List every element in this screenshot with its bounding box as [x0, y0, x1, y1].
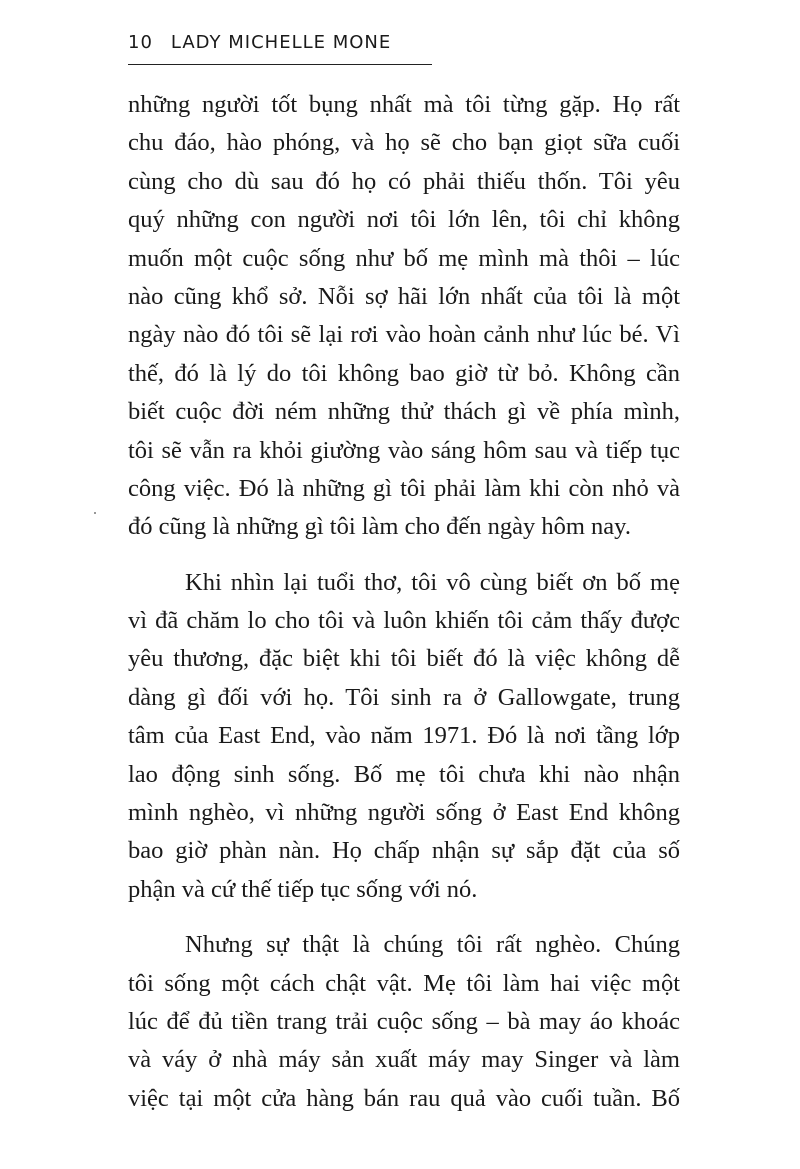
- text-line: bao giờ phàn nàn. Họ chấp nhận sự sắp đặt của số: [128, 837, 680, 865]
- text-line: lúc để đủ tiền trang trải cuộc sống – bà may áo khoác: [128, 1007, 680, 1035]
- text-line: dàng gì đối với họ. Tôi sinh ra ở Gallowgate, trung: [128, 683, 680, 711]
- text-line: việc tại một cửa hàng bán rau quả vào cuối tuần. Bố: [128, 1084, 680, 1112]
- text-line: công việc. Đó là những gì tôi phải làm khi còn nhỏ và: [128, 474, 680, 502]
- text-line: và váy ở nhà máy sản xuất máy may Singer và làm: [128, 1046, 680, 1074]
- text-line: cùng cho dù sau đó họ có phải thiếu thốn. Tôi yêu: [128, 167, 680, 195]
- text-line: những người tốt bụng nhất mà tôi từng gặp. Họ rất: [128, 91, 680, 118]
- text-line: tâm của East End, vào năm 1971. Đó là nơi tầng lớp: [128, 722, 680, 750]
- running-header: [128, 30, 432, 65]
- text-line: ngày nào đó tôi sẽ lại rơi vào hoàn cảnh như lúc bé. Vì: [128, 321, 680, 349]
- paragraph: [128, 926, 680, 1118]
- text-line: yêu thương, đặc biệt khi tôi biết đó là việc không dễ: [128, 645, 680, 673]
- text-line: mình nghèo, vì những người sống ở East End không: [128, 799, 680, 827]
- paragraph: [128, 86, 680, 547]
- text-line: tôi sẽ vẫn ra khỏi giường vào sáng hôm sau và tiếp tục: [128, 436, 680, 464]
- running-head-author: LADY MICHELLE MONE: [170, 32, 392, 53]
- text-line: tôi sống một cách chật vật. Mẹ tôi làm hai việc một: [128, 969, 680, 997]
- body-text: [128, 86, 680, 1118]
- scan-speck: [94, 512, 96, 514]
- page-number: 10: [128, 32, 153, 53]
- text-line: Nhưng sự thật là chúng tôi rất nghèo. Chúng: [185, 931, 680, 959]
- text-line: đó cũng là những gì tôi làm cho đến ngày hôm nay.: [128, 513, 631, 541]
- text-line: phận và cứ thế tiếp tục sống với nó.: [128, 875, 478, 903]
- text-line: vì đã chăm lo cho tôi và luôn khiến tôi cảm thấy được: [128, 607, 680, 635]
- text-line: lao động sinh sống. Bố mẹ tôi chưa khi nào nhận: [128, 760, 680, 788]
- paragraph: [128, 564, 680, 910]
- text-line: nào cũng khổ sở. Nỗi sợ hãi lớn nhất của tôi là một: [128, 282, 680, 310]
- text-line: quý những con người nơi tôi lớn lên, tôi chỉ không: [128, 206, 680, 234]
- text-line: muốn một cuộc sống như bố mẹ mình mà thôi – lúc: [128, 244, 680, 272]
- text-line: biết cuộc đời ném những thử thách gì về phía mình,: [128, 398, 680, 426]
- text-line: thế, đó là lý do tôi không bao giờ từ bỏ. Không cần: [128, 359, 680, 387]
- text-line: Khi nhìn lại tuổi thơ, tôi vô cùng biết ơn bố mẹ: [185, 568, 680, 596]
- text-line: chu đáo, hào phóng, và họ sẽ cho bạn giọt sữa cuối: [128, 129, 680, 157]
